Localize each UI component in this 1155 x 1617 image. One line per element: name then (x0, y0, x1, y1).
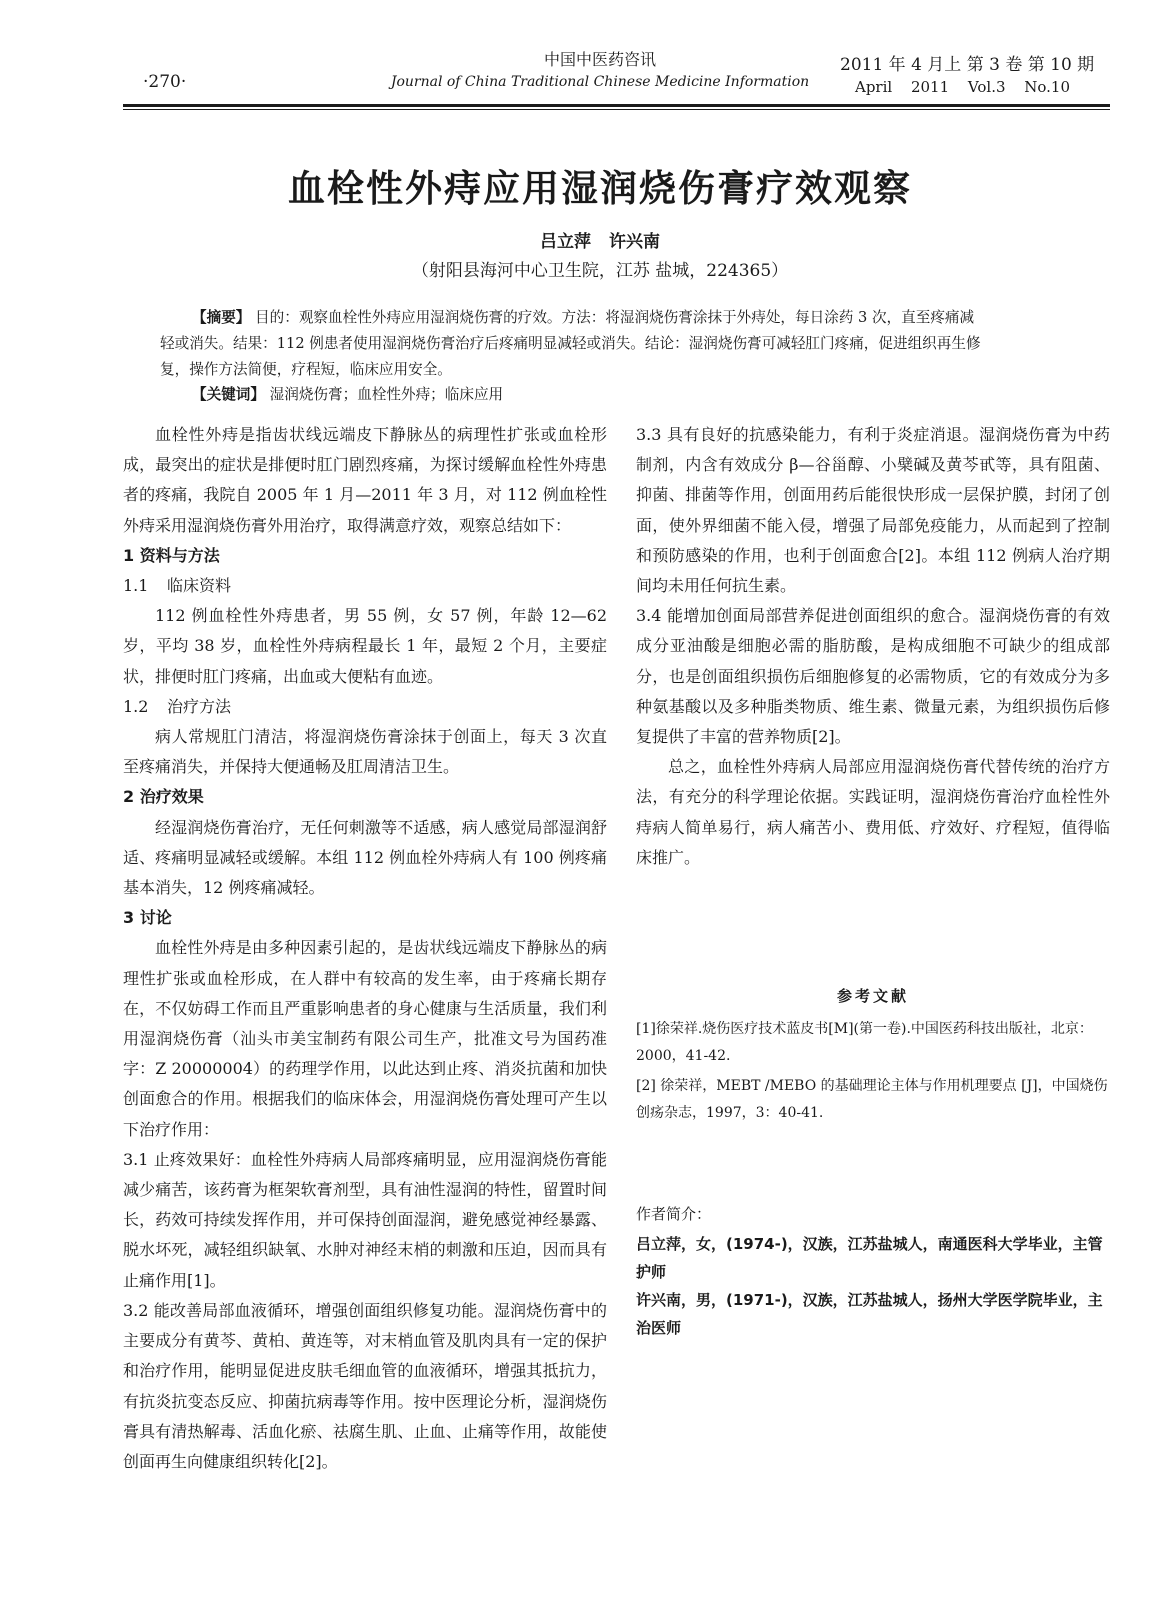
issue-info-en: April 2011 Vol.3 No.10 (855, 78, 1071, 96)
header-rule-thick (123, 104, 1110, 107)
journal-name-cn: 中国中医药咨讯 (543, 50, 656, 69)
section-1-1-text: 112 例血栓性外痔患者，男 55 例，女 57 例，年龄 12—62 岁，平均 38 岁，血栓性外痔病程最长 1 年，最短 2 个月，主要症状，排便时肛门疼痛，出血或大便粘有血迹。 (123, 606, 607, 686)
issue-info-cn: 2011 年 4 月上 第 3 卷 第 10 期 (840, 55, 1095, 75)
section-1-2-number: 1.2 (123, 696, 149, 716)
section-3-3-text: 3.3 具有良好的抗感染能力，有利于炎症消退。湿润烧伤膏为中药制剂，内含有效成分 β—谷甾醇、小檗碱及黄芩甙等，具有阻菌、抑菌、排菌等作用，创面用药后能很快形成一层保护膜，封闭了创面，使外界细菌不能入侵，增强了局部免疫能力，从而起到了控制和预防感染的作用，也利于创面愈合[2]。本组 112 例病人治疗期间均未用任何抗生素。 (636, 425, 1110, 596)
reference-item: [1]徐荣祥.烧伤医疗技术蓝皮书[M](第一卷).中国医药科技出版社，北京：2000，41-42. (636, 1021, 1093, 1064)
conclusion-paragraph: 总之，血栓性外痔病人局部应用湿润烧伤膏代替传统的治疗方法，有充分的科学理论依据。实践证明，湿润烧伤膏治疗血栓性外痔病人简单易行，病人痛苦小、费用低、疗效好、疗程短，值得临床推广。 (636, 757, 1110, 867)
intro-paragraph: 血栓性外痔是指齿状线远端皮下静脉丛的病理性扩张或血栓形成，最突出的症状是排便时肛门剧烈疼痛，为探讨缓解血栓性外痔患者的疼痛，我院自 2005 年 1 月—2011 年 3 月，对 112 例血栓性外痔采用湿润烧伤膏外用治疗，取得满意疗效，观察总结如下： (123, 425, 607, 535)
page-number: ·270· (143, 72, 187, 92)
author-bio-heading: 作者简介： (636, 1205, 712, 1223)
author-bio-item: 许兴南，男，(1971-)，汉族，江苏盐城人，扬州大学医学院毕业，主治医师 (636, 1291, 1103, 1337)
section-3-4-text: 3.4 能增加创面局部营养促进创面组织的愈合。湿润烧伤膏的有效成分亚油酸是细胞必需的脂肪酸，是构成细胞不可缺少的组成部分，也是创面组织损伤后细胞修复的必需物质，它的有效成分为多种氨基酸以及多种脂类物质、维生素、微量元素，为组织损伤后修复提供了丰富的营养物质[2]。 (636, 606, 1110, 747)
article-affiliation: （射阳县海河中心卫生院，江苏 盐城，224365） (411, 261, 789, 281)
references-list (636, 1016, 1110, 1130)
keywords (192, 382, 1072, 408)
section-1-1-heading (123, 571, 607, 601)
author-bio-item: 吕立萍，女，(1974-)，汉族，江苏盐城人，南通医科大学毕业，主管护师 (636, 1235, 1103, 1281)
keywords-label: 【关键词】 (192, 386, 265, 403)
header-rule-thin (123, 109, 1110, 110)
section-2-heading: 2 治疗效果 (123, 787, 204, 807)
section-1-heading: 1 资料与方法 (123, 545, 220, 565)
section-1-2-text: 病人常规肛门清洁，将湿润烧伤膏涂抹于创面上，每天 3 次直至疼痛消失，并保持大便通畅及肛周清洁卫生。 (123, 727, 607, 777)
section-3-heading: 3 讨论 (123, 908, 172, 928)
section-2-text: 经湿润烧伤膏治疗，无任何刺激等不适感，病人感觉局部湿润舒适、疼痛明显减轻或缓解。本组 112 例血栓外痔病人有 100 例疼痛基本消失，12 例疼痛减轻。 (123, 817, 607, 898)
keywords-text: 湿润烧伤膏；血栓性外痔；临床应用 (269, 386, 504, 403)
page-header (0, 0, 1155, 112)
article-authors: 吕立萍 许兴南 (540, 232, 660, 252)
abstract-label: 【摘要】 (192, 309, 251, 326)
left-column (123, 420, 607, 1477)
abstract-line-2: 轻或消失。结果：112 例患者使用湿润烧伤膏治疗后疼痛明显减轻或消失。结论：湿润烧伤膏可减轻肛门疼痛，促进组织再生修 (160, 335, 981, 352)
section-1-2-heading (123, 692, 607, 722)
author-bio (636, 1200, 1110, 1342)
section-1-2-title: 治疗方法 (167, 696, 232, 716)
article-title: 血栓性外痔应用湿润烧伤膏疗效观察 (288, 167, 912, 210)
section-1-1-title: 临床资料 (167, 576, 232, 596)
right-column (636, 420, 1110, 873)
references-heading: 参考文献 (836, 987, 909, 1005)
reference-item: [2] 徐荣祥，MEBT /MEBO 的基础理论主体与作用机理要点 [J]，中国烧伤创疡杂志，1997，3：40-41. (636, 1078, 1108, 1121)
abstract-line-3: 复，操作方法简便，疗程短，临床应用安全。 (160, 361, 452, 378)
journal-name-en: Journal of China Traditional Chinese Medicine Information (390, 74, 810, 90)
section-3-text: 血栓性外痔是由多种因素引起的，是齿状线远端皮下静脉丛的病理性扩张或血栓形成，在人群中有较高的发生率，由于疼痛长期存在，不仅妨碍工作而且严重影响患者的身心健康与生活质量，我们利用湿润烧伤膏（汕头市美宝制药有限公司生产，批准文号为国药准字：Z 20000004）的药理学作用，以此达到止疼、消炎抗菌和加快创面愈合的作用。根据我们的临床体会，用湿润烧伤膏处理可产生以下治疗作用： (123, 938, 607, 1139)
section-1-1-number: 1.1 (123, 576, 149, 596)
section-3-1-text: 3.1 止疼效果好：血栓性外痔病人局部疼痛明显，应用湿润烧伤膏能减少痛苦，该药膏为框架软膏剂型，具有油性湿润的特性，留置时间长，药效可持续发挥作用，并可保持创面湿润，避免感觉神经暴露、脱水坏死，减轻组织缺氧、水肿对神经末梢的刺激和压迫，因而具有止痛作用[1]。 (123, 1149, 607, 1290)
section-3-2-text: 3.2 能改善局部血液循环，增强创面组织修复功能。湿润烧伤膏中的主要成分有黄芩、黄柏、黄连等，对末梢血管及肌肉具有一定的保护和治疗作用，能明显促进皮肤毛细血管的血液循环，增强其抵抗力，有抗炎抗变态反应、抑菌抗病毒等作用。按中医理论分析，湿润烧伤膏具有清热解毒、活血化瘀、祛腐生肌、止血、止痛等作用，故能使创面再生向健康组织转化[2]。 (123, 1300, 607, 1471)
abstract-line-1 (160, 305, 1070, 331)
abstract-text-1: 目的：观察血栓性外痔应用湿润烧伤膏的疗效。方法：将湿润烧伤膏涂抹于外痔处，每日涂药 3 次，直至疼痛减 (255, 309, 975, 326)
abstract (160, 305, 1070, 383)
